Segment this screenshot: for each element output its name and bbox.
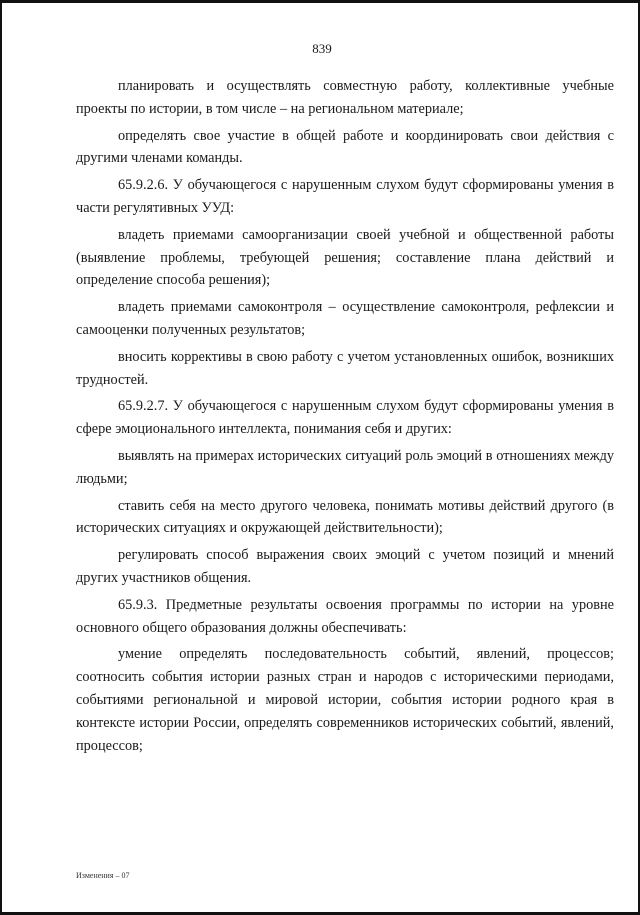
document-body: [76, 75, 614, 761]
paragraph: определять свое участие в общей работе и координировать свои действия с другими членами команды.: [76, 127, 614, 167]
paragraph: владеть приемами самоконтроля – осуществление самоконтроля, рефлексии и самооценки полученных результатов;: [76, 299, 614, 338]
paragraph: 65.9.3. Предметные результаты освоения программы по истории на уровне основного общего образования должны обеспечивать:: [76, 596, 614, 636]
page-number: 839: [312, 41, 332, 56]
paragraph: ставить себя на место другого человека, понимать мотивы действий другого (в исторических ситуациях и окружающей действительности);: [76, 497, 614, 537]
footer-revision-note: Изменения – 07: [76, 871, 130, 880]
paragraph: регулировать способ выражения своих эмоций с учетом позиций и мнений других участников общения.: [76, 547, 614, 586]
paragraph: 65.9.2.6. У обучающегося с нарушенным слухом будут сформированы умения в части регулятивных УУД:: [76, 177, 614, 216]
paragraph: владеть приемами самоорганизации своей учебной и общественной работы (выявление проблемы, требующей решения; составление плана действий и определение способа решения);: [76, 226, 614, 289]
paragraph: умение определять последовательность событий, явлений, процессов; соотносить события истории разных стран и народов с историческими периодами, событиями региональной и мировой истории, события истории родного края в контексте истории России, определять современников исторических событий, явлений, процессов;: [76, 646, 614, 754]
paragraph: планировать и осуществлять совместную работу, коллективные учебные проекты по истории, в том числе – на региональном материале;: [76, 78, 614, 117]
paragraph: 65.9.2.7. У обучающегося с нарушенным слухом будут сформированы умения в сфере эмоционального интеллекта, понимания себя и других:: [76, 398, 614, 438]
paragraph: выявлять на примерах исторических ситуаций роль эмоций в отношениях между людьми;: [76, 447, 614, 487]
paragraph: вносить коррективы в свою работу с учетом установленных ошибок, возникших трудностей.: [76, 348, 614, 388]
